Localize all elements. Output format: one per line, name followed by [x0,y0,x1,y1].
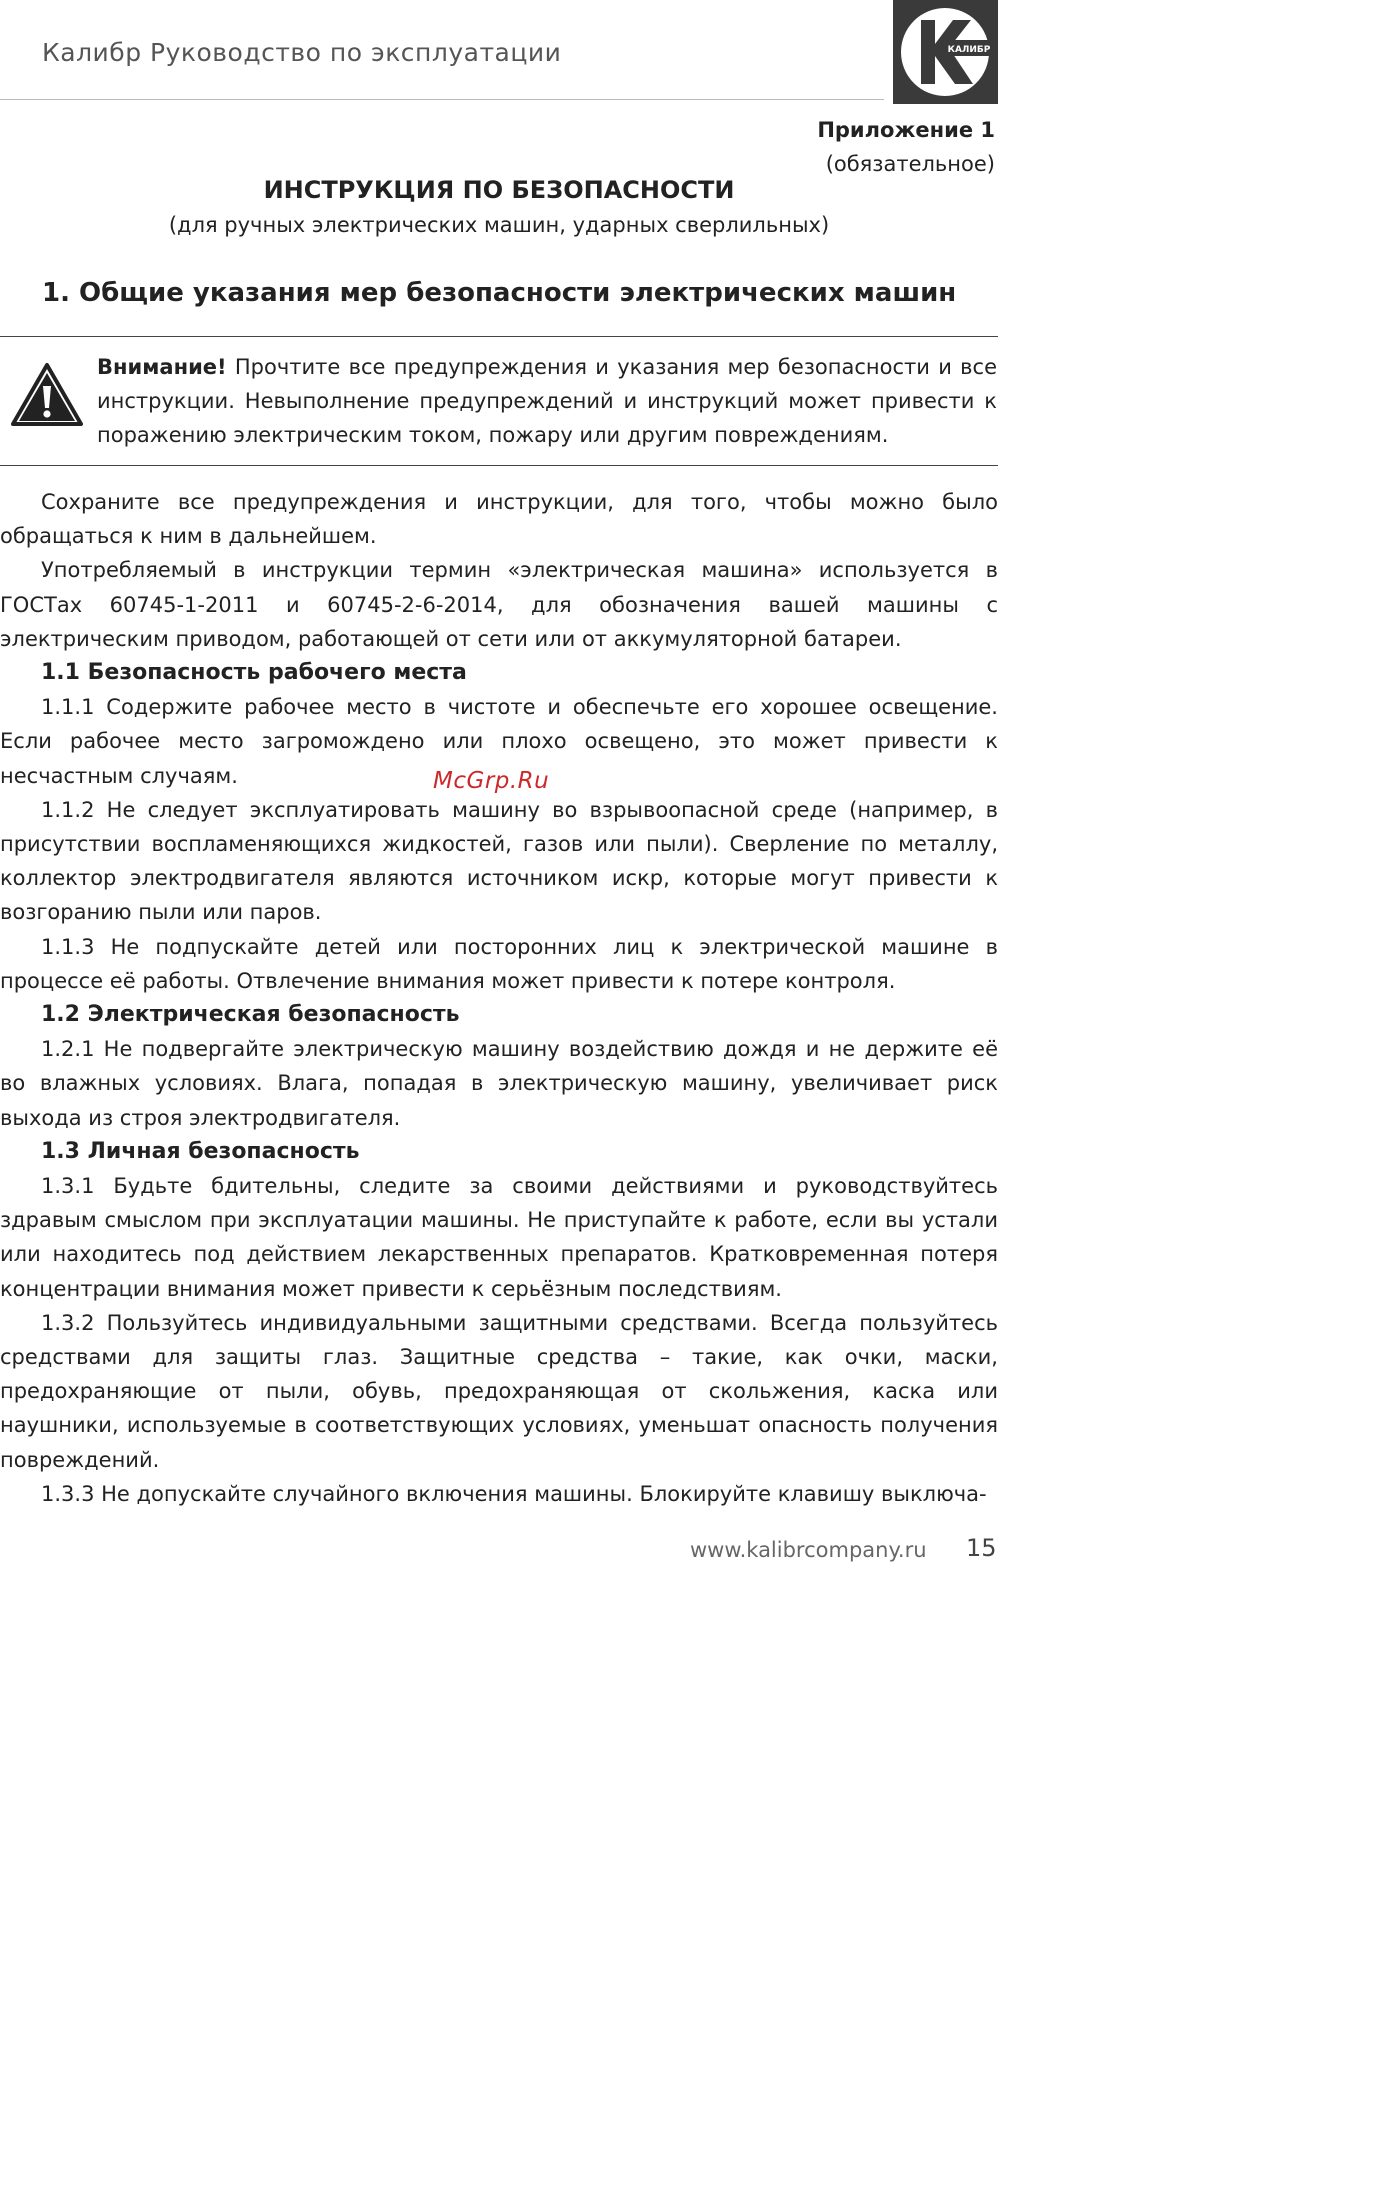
document-subtitle: (для ручных электрических машин, ударных сверлильных) [168,213,830,237]
document-title: ИНСТРУКЦИЯ ПО БЕЗОПАСНОСТИ [263,176,735,204]
paragraph: 1.1.2 Не следует эксплуатировать машину во взрывоопасной среде (например, в присутствии воспламеняющихся жидкостей, газов или пыли). Сверление по металлу, коллектор электродвигателя являются источником искр, которые могут привести к возгоранию пыли или паров. [0,797,998,925]
section-heading-1: 1. Общие указания мер безопасности электрических машин [42,278,957,308]
warning-divider-bottom [0,465,998,466]
header-divider [0,99,884,100]
paragraph: 1.3.2 Пользуйтесь индивидуальными защитными средствами. Всегда пользуйтесь средствами для защиты глаз. Защитные средства – такие, как очки, маски, предохраняющие от пыли, обувь, предохраняющая от скольжения, каска или наушники, используемые в соответствующих условиях, уменьшат опасность получения повреждений. [0,1310,998,1472]
subsection-heading-1-1: 1.1 Безопасность рабочего места [41,660,467,686]
warning-label: Внимание! [97,355,227,379]
warning-text [97,350,997,452]
subsection-heading-1-2: 1.2 Электрическая безопасность [41,1002,460,1028]
watermark: McGrp.Ru [433,768,550,794]
paragraph: 1.2.1 Не подвергайте электрическую машину воздействию дождя и не держите её во влажных условиях. Влага, попадая в электрическую машину, увеличивает риск выхода из строя электродвигателя. [0,1037,998,1130]
body-text [0,485,998,1511]
running-header: Калибр Руководство по эксплуатации [42,38,562,67]
page-number: 15 [966,1534,997,1562]
warning-triangle-icon [10,362,84,428]
warning-divider-top [0,336,998,337]
paragraph: Употребляемый в инструкции термин «электрическая машина» используется в ГОСТах 60745-1-2011 и 60745-2-6-2014, для обозначения вашей машины с электрическим приводом, работающей от сети или от аккумуляторной батареи. [0,558,998,651]
paragraph: Сохраните все предупреждения и инструкции, для того, чтобы можно было обращаться к ним в дальнейшем. [0,490,998,549]
appendix-note: (обязательное) [825,152,995,176]
paragraph: 1.1.3 Не подпускайте детей или посторонних лиц к электрической машине в процессе её работы. Отвлечение внимания может привести к потере контроля. [0,934,998,993]
kalibr-logo-icon [893,0,998,104]
subsection-heading-1-3: 1.3 Личная безопасность [41,1138,360,1164]
paragraph: 1.1.1 Содержите рабочее место в чистоте и обеспечьте его хорошее освещение. Если рабочее место загромождено или плохо освещено, это может привести к несчастным случаям. [0,695,998,788]
kalibr-logo [893,0,998,104]
appendix-number: Приложение 1 [817,118,995,142]
warning-body: Прочтите все предупреждения и указания мер безопасности и все инструкции. Невыполнение предупреждений и инструкций может привести к поражению электрическим током, пожару или другим повреждениям. [97,355,997,447]
footer-url[interactable]: www.kalibrcompany.ru [690,1538,927,1562]
paragraph: 1.3.3 Не допускайте случайного включения машины. Блокируйте клавишу выключа- [41,1481,987,1506]
appendix-label [817,113,995,181]
paragraph: 1.3.1 Будьте бдительны, следите за своими действиями и руководствуйтесь здравым смыслом при эксплуатации машины. Не приступайте к работе, если вы устали или находитесь под действием лекарственных препаратов. Кратковременная потеря концентрации внимания может привести к серьёзным последствиям. [0,1174,998,1301]
svg-text:КАЛИБР: КАЛИБР [947,45,991,55]
